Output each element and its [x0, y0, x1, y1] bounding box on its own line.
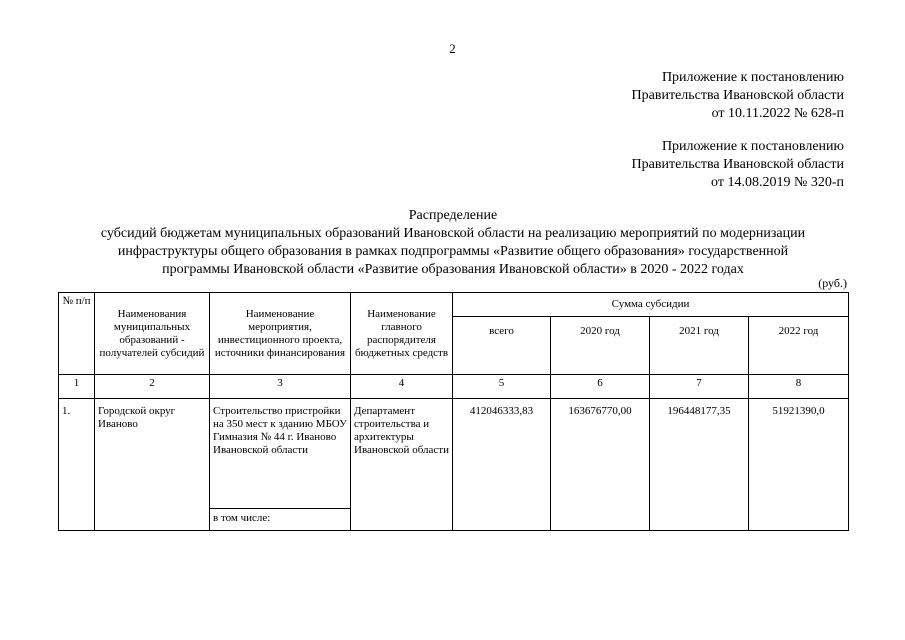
row-project: Строительство пристройки на 350 мест к зданию МБОУ Гимназия № 44 г. Иваново Ивановской области: [210, 399, 350, 509]
row-municipality: Городской округ Иваново: [95, 399, 210, 531]
appendix-original-line2: Правительства Ивановской области: [631, 157, 844, 172]
header-2020: 2020 год: [551, 317, 650, 375]
row-num: 1.: [59, 399, 95, 531]
header-row: [59, 293, 849, 317]
header-municipality: Наименования муниципальных образований - получателей субсидий: [95, 293, 210, 375]
title-line1: Распределение: [408, 208, 498, 223]
appendix-original-line1: Приложение к постановлению: [661, 139, 844, 154]
appendix-original: [632, 138, 844, 192]
header-num: № п/п: [59, 293, 95, 375]
col-number: 2: [95, 375, 210, 399]
row-project-cell: [210, 399, 351, 531]
page-number: 2: [449, 41, 456, 56]
col-number: 6: [551, 375, 650, 399]
document-title: [58, 207, 848, 279]
col-number: 1: [59, 375, 95, 399]
header-total: всего: [453, 317, 551, 375]
unit-label: (руб.): [818, 276, 847, 290]
col-number: 7: [650, 375, 749, 399]
appendix-current-line3: от 10.11.2022 № 628-п: [711, 106, 844, 121]
row-2020: 163676770,00: [551, 399, 650, 531]
header-manager: Наименование главного распорядителя бюджетных средств: [351, 293, 453, 375]
col-number: 4: [351, 375, 453, 399]
subsidy-table: [58, 292, 849, 531]
title-line2: субсидий бюджетам муниципальных образований Ивановской области на реализацию мероприятий по модернизации: [100, 226, 806, 241]
row-manager: Департамент строительства и архитектуры Ивановской области: [351, 399, 453, 531]
appendix-current-line2: Правительства Ивановской области: [631, 88, 844, 103]
appendix-current: [632, 69, 844, 123]
header-project: Наименование мероприятия, инвестиционного проекта, источники финансирования: [210, 293, 351, 375]
row-total: 412046333,83: [453, 399, 551, 531]
title-line3: инфраструктуры общего образования в рамках подпрограммы «Развитие общего образования» государственной: [117, 244, 789, 259]
table-row: [59, 399, 849, 531]
header-2021: 2021 год: [650, 317, 749, 375]
title-line4: программы Ивановской области «Развитие образования Ивановской области» в 2020 - 2022 годах: [162, 262, 744, 277]
col-number: 8: [749, 375, 849, 399]
col-number: 5: [453, 375, 551, 399]
row-project-sub: в том числе:: [213, 512, 271, 524]
column-number-row: [59, 375, 849, 399]
header-sum: Сумма субсидии: [453, 293, 849, 317]
header-2022: 2022 год: [749, 317, 849, 375]
col-number: 3: [210, 375, 351, 399]
appendix-current-line1: Приложение к постановлению: [661, 70, 844, 85]
row-2021: 196448177,35: [650, 399, 749, 531]
row-2022: 51921390,0: [749, 399, 849, 531]
appendix-original-line3: от 14.08.2019 № 320-п: [711, 175, 844, 190]
